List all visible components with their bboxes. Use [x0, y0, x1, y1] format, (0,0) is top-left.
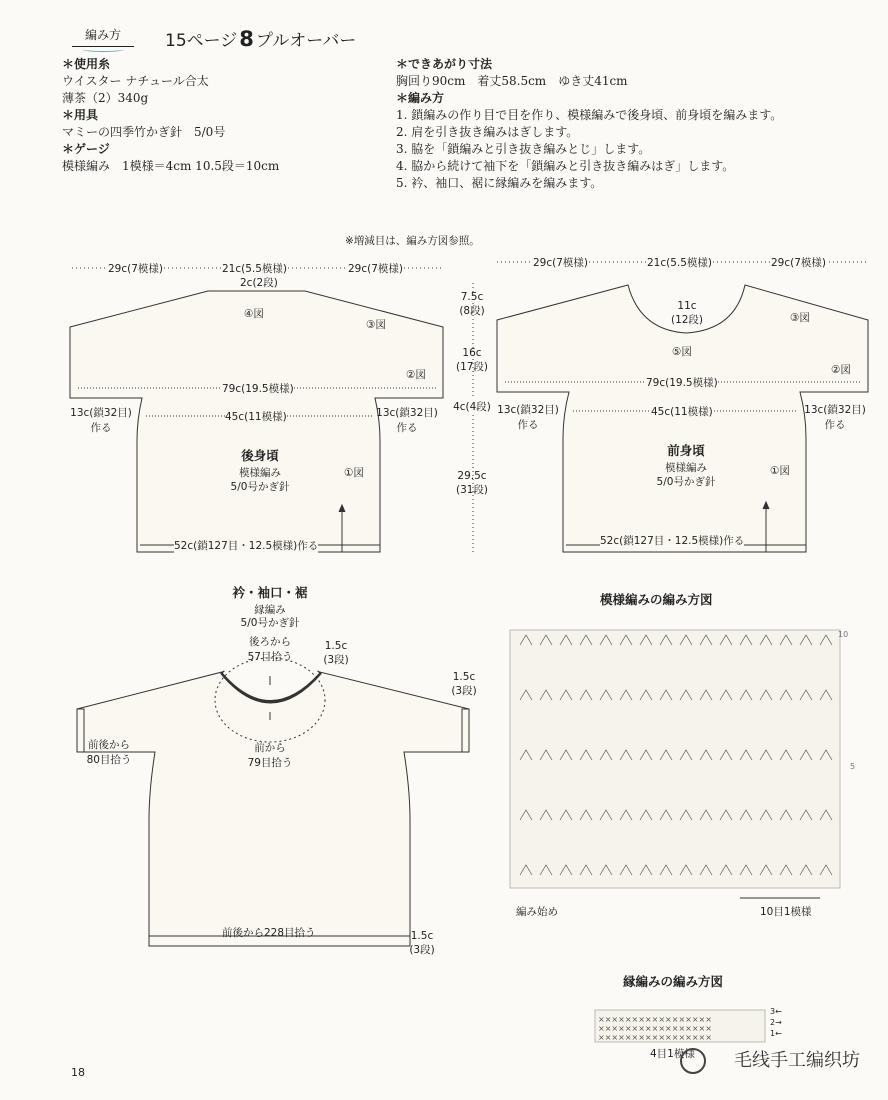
- front-width45: 45c(11模様): [651, 406, 713, 418]
- method-step: 1. 鎖編みの作り目で目を作り、模様編みで後身頃、前身頃を編みます。: [396, 108, 783, 122]
- method-step: 2. 肩を引き抜き編みはぎします。: [396, 125, 579, 139]
- back-top-mid: 21c(5.5模様): [222, 263, 288, 275]
- front-top-right: 29c(7模様): [771, 257, 827, 269]
- back-width79: 79c(19.5模様): [222, 383, 294, 395]
- height-3: 4c(4段): [446, 399, 498, 414]
- method-step: 3. 脇を「鎖編みと引き抜き編みとじ」します。: [396, 142, 651, 156]
- back-side-right: [374, 405, 440, 435]
- edging-title: 衿・袖口・裾: [232, 585, 308, 600]
- edging-neck-w-1: 1.5c: [324, 640, 348, 652]
- watermark: 毛线手工编织坊: [734, 1050, 860, 1071]
- edging-back-pick-2: 57目拾う: [247, 651, 293, 663]
- edging-hem-w-2: (3段): [409, 944, 435, 956]
- edging-sleeve-pick-1: 前後から: [88, 739, 130, 751]
- front-side-right-1: 13c(鎖32目): [804, 404, 866, 416]
- height-4: [448, 470, 496, 497]
- svg-text:×××××××××××××××××: ×××××××××××××××××: [598, 1024, 712, 1033]
- height-4-rows: (31段): [455, 484, 489, 496]
- page-ref: 15ページ: [165, 31, 238, 51]
- note: ※増減目は、編み方図参照。: [345, 235, 480, 247]
- edge-row-1: 1←: [770, 1029, 782, 1038]
- front-m3: ③図: [790, 312, 810, 324]
- yarn-color: 薄茶（2）340g: [62, 91, 149, 105]
- front-m1: ①図: [770, 465, 790, 477]
- pattern-repeat: 10目1模様: [760, 906, 812, 918]
- front-hook: 5/0号かぎ針: [656, 476, 716, 488]
- back-bottom: 52c(鎖127目・12.5模様)作る: [174, 540, 319, 552]
- method-step: 5. 衿、袖口、裾に縁編みを編みます。: [396, 176, 603, 190]
- svg-text:×××××××××××××××××: ×××××××××××××××××: [598, 1033, 712, 1042]
- edging-front-pick-1: 前から: [254, 742, 286, 754]
- front-top-left: 29c(7模様): [533, 257, 589, 269]
- front-side-right-2: 作る: [824, 419, 846, 431]
- edging-front-pick-2: 79目拾う: [247, 757, 293, 769]
- back-m3: ③図: [366, 319, 386, 331]
- pattern-title: プルオーバー: [255, 31, 357, 51]
- front-neck-rows: (12段): [670, 314, 704, 326]
- edging-sleeve-w-2: (3段): [451, 685, 477, 697]
- height-4-val: 29.5c: [457, 470, 487, 482]
- pattern-start: 編み始め: [516, 906, 558, 918]
- front-side-left: [495, 402, 561, 432]
- height-1: [448, 291, 496, 318]
- chat-bubble-icon: [680, 1048, 706, 1074]
- back-width45: 45c(11模様): [225, 411, 287, 423]
- section-tag: 編み方: [72, 24, 134, 47]
- edging-stitch: 縁編み: [254, 604, 286, 616]
- edging-sleeve-w-1: 1.5c: [452, 671, 476, 683]
- row-5-label: 5: [850, 762, 856, 771]
- height-1-rows: (8段): [459, 305, 485, 317]
- edge-chart-title: 縁編みの編み方図: [623, 974, 724, 989]
- edging-hem-width: [404, 930, 440, 957]
- front-neck: [665, 300, 709, 327]
- gauge-heading: ＊ゲージ: [62, 142, 110, 156]
- gauge: 模様編み 1模様＝4cm 10.5段＝10cm: [62, 159, 280, 173]
- front-side-right: [800, 402, 870, 432]
- back-m4: ④図: [244, 308, 264, 320]
- page-number: 18: [71, 1066, 85, 1079]
- front-name: 前身頃: [667, 443, 705, 458]
- finished-heading: ＊できあがり寸法: [396, 57, 493, 71]
- edging-neck-w-2: (3段): [323, 654, 349, 666]
- back-top-left: 29c(7模様): [108, 263, 164, 275]
- edging-sleeve-width: [446, 671, 482, 698]
- height-2: [448, 347, 496, 374]
- tools-heading: ＊用具: [62, 108, 99, 122]
- method-heading: ＊編み方: [396, 91, 445, 105]
- front-neck-val: 11c: [677, 300, 697, 312]
- edging-back-pick-1: 後ろから: [249, 636, 291, 648]
- svg-text:×××××××××××××××××: ×××××××××××××××××: [598, 1015, 712, 1024]
- edging-hem-w-1: 1.5c: [410, 930, 434, 942]
- back-m2: ②図: [406, 369, 426, 381]
- height-1-val: 7.5c: [460, 291, 484, 303]
- edging-neck-width: [318, 640, 354, 667]
- height-2-rows: (17段): [455, 361, 489, 373]
- finished-dims: 胸回り90cm 着丈58.5cm ゆき丈41cm: [396, 74, 628, 88]
- edging-sleeve-pick: [84, 737, 134, 767]
- back-side-right-2: 作る: [396, 422, 418, 434]
- edging-hook: 5/0号かぎ針: [240, 617, 300, 629]
- front-stitch: 模様編み: [665, 462, 707, 474]
- yarn-name: ウイスター ナチュール合太: [62, 74, 209, 88]
- pattern-number: 8: [239, 27, 254, 51]
- row-10-label: 10: [838, 630, 849, 639]
- edge-row-3: 3←: [770, 1007, 782, 1016]
- front-m5: ⑤図: [672, 346, 692, 358]
- front-side-left-1: 13c(鎖32目): [497, 404, 559, 416]
- height-2-val: 16c: [462, 347, 482, 359]
- edge-row-2: 2→: [770, 1018, 782, 1027]
- method-step: 4. 脇から続けて袖下を「鎖編みと引き抜き編みはぎ」します。: [396, 159, 735, 173]
- front-side-left-2: 作る: [517, 419, 539, 431]
- edge-repeat: 4目1模様: [650, 1048, 695, 1060]
- edging-back-pick: [230, 634, 310, 664]
- back-name: 後身頃: [241, 448, 279, 463]
- edging-hem-pick: 前後から228目拾う: [222, 927, 316, 939]
- back-neck: 2c(2段): [240, 277, 278, 289]
- back-side-left-1: 13c(鎖32目): [70, 407, 132, 419]
- back-side-left: [68, 405, 134, 435]
- pattern-chart-title: 模様編みの編み方図: [600, 592, 713, 607]
- front-width79: 79c(19.5模様): [646, 377, 718, 389]
- front-top-mid: 21c(5.5模様): [647, 257, 713, 269]
- back-side-right-1: 13c(鎖32目): [376, 407, 438, 419]
- edging-sleeve-pick-2: 80目拾う: [86, 754, 132, 766]
- tools: マミーの四季竹かぎ針 5/0号: [62, 125, 226, 139]
- front-bottom: 52c(鎖127目・12.5模様)作る: [600, 535, 745, 547]
- back-side-left-2: 作る: [90, 422, 112, 434]
- back-stitch: 模様編み: [239, 467, 281, 479]
- front-m2: ②図: [831, 364, 851, 376]
- yarn-heading: ＊使用糸: [62, 57, 111, 71]
- edging-front-pick: [238, 740, 302, 770]
- back-m1: ①図: [344, 467, 364, 479]
- back-top-right: 29c(7模様): [348, 263, 404, 275]
- back-hook: 5/0号かぎ針: [230, 481, 290, 493]
